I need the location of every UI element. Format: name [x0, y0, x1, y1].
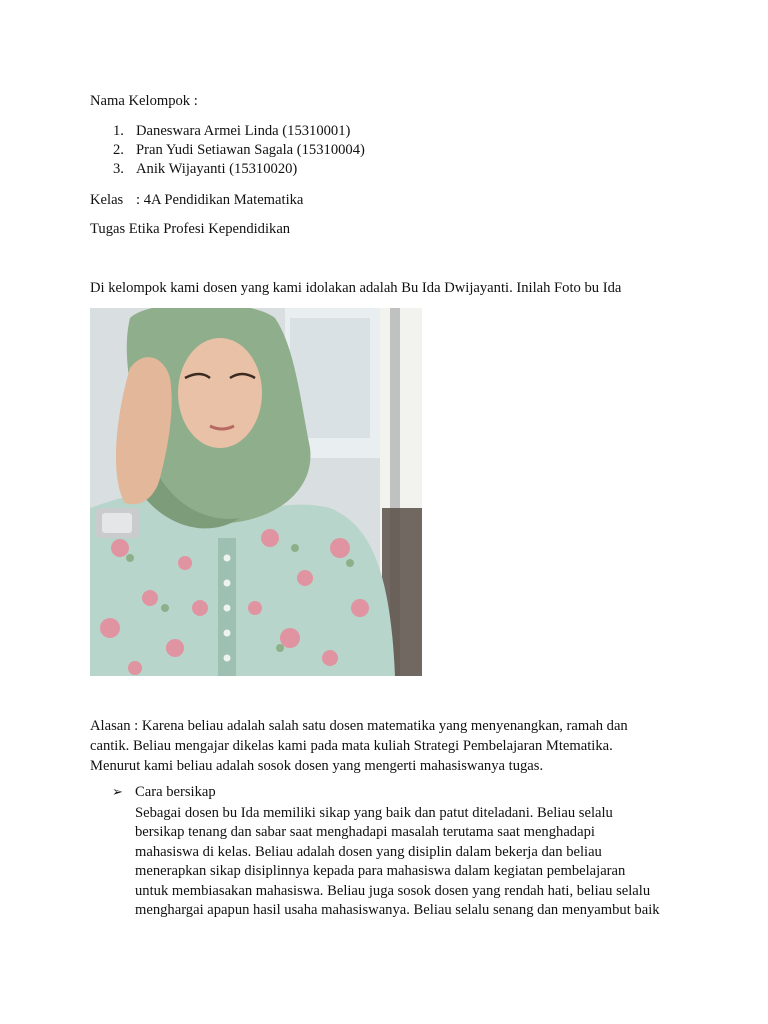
list-item — [113, 141, 365, 160]
list-number: 1. — [113, 123, 124, 139]
text-line: cantik. Beliau mengajar dikelas kami pada mata kuliah Strategi Pembelajaran Mtematika. — [90, 738, 613, 754]
kelas-line — [90, 191, 303, 210]
portrait-illustration — [90, 308, 422, 676]
bullet-paragraph — [135, 804, 660, 920]
lecturer-photo — [90, 308, 422, 676]
text-line: Alasan : Karena beliau adalah salah satu dosen matematika yang menyenangkan, ramah dan — [90, 718, 628, 734]
kelas-value: : 4A Pendidikan Matematika — [136, 192, 304, 208]
list-number: 3. — [113, 161, 124, 177]
text-line: mahasiswa di kelas. Beliau adalah dosen yang disiplin dalam bekerja dan beliau — [135, 843, 602, 860]
text-line: menghargai apapun hasil usaha mahasiswanya. Beliau selalu senang dan menyambut baik — [135, 901, 660, 918]
member-name: Daneswara Armei Linda (15310001) — [136, 123, 351, 139]
member-list — [113, 122, 365, 179]
member-name: Anik Wijayanti (15310020) — [136, 161, 298, 177]
group-label: Nama Kelompok : — [90, 93, 198, 109]
list-number: 2. — [113, 142, 124, 158]
text-line: Sebagai dosen bu Ida memiliki sikap yang baik dan patut diteladani. Beliau selalu — [135, 805, 613, 821]
text-line: menerapkan sikap disiplinnya kepada para mahasiswa dalam kegiatan pembelajaran — [135, 863, 626, 880]
list-item — [113, 160, 365, 179]
alasan-paragraph — [90, 717, 660, 777]
bullet-heading — [112, 783, 216, 802]
member-name: Pran Yudi Setiawan Sagala (15310004) — [136, 142, 365, 158]
text-line: untuk membiasakan mahasiswa. Beliau juga sosok dosen yang rendah hati, beliau selalu — [135, 882, 651, 899]
task-title: Tugas Etika Profesi Kependidikan — [90, 221, 291, 237]
bullet-title: Cara bersikap — [135, 784, 216, 800]
text-line: Menurut kami beliau adalah sosok dosen yang mengerti mahasiswanya tugas. — [90, 758, 544, 774]
intro-text: Di kelompok kami dosen yang kami idolakan adalah Bu Ida Dwijayanti. Inilah Foto bu Ida — [90, 280, 622, 296]
text-line: bersikap tenang dan sabar saat menghadapi masalah terutama saat menghadapi — [135, 824, 595, 841]
list-item — [113, 122, 365, 141]
arrow-bullet-icon: ➢ — [112, 785, 123, 800]
kelas-label: Kelas — [90, 192, 124, 208]
